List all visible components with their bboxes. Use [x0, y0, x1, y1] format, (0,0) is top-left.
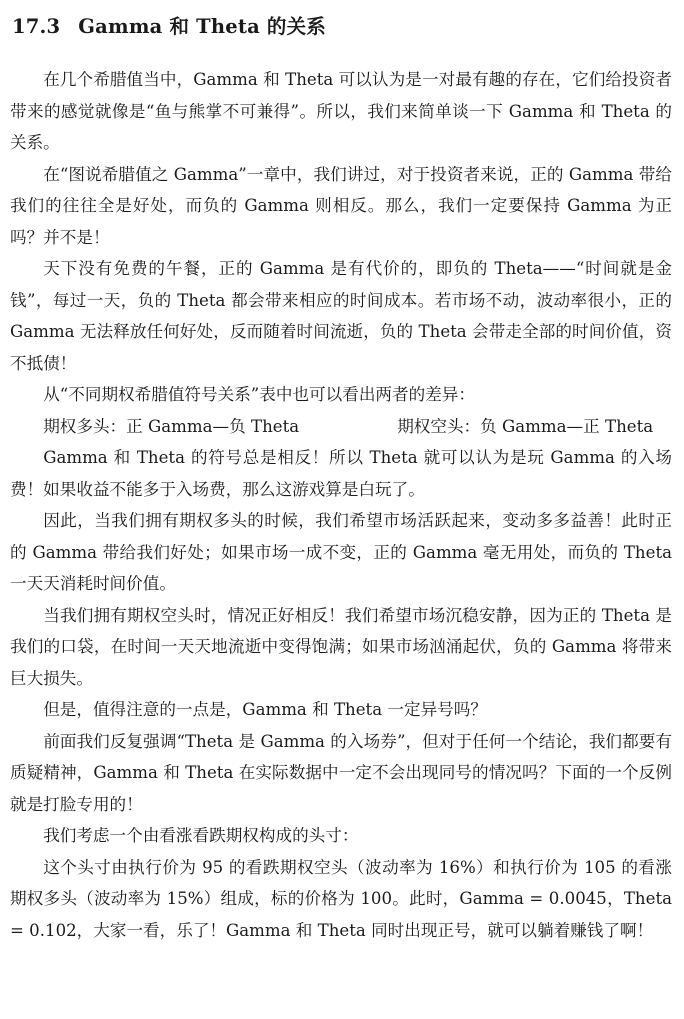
section-number: 17.3	[12, 15, 61, 38]
paragraph: 我们考虑一个由看涨看跌期权构成的头寸：	[43, 826, 359, 845]
section-heading	[12, 14, 326, 40]
long-position-signs: 期权多头：正 Gamma—负 Theta	[43, 416, 300, 436]
paragraph: 从“不同期权希腊值符号关系”表中也可以看出两者的差异：	[43, 385, 475, 404]
body-text	[10, 64, 672, 946]
paragraph: 在几个希腊值当中，Gamma 和 Theta 可以认为是一对最有趣的存在，它们给投资者带来的感觉就像是“鱼与熊掌不可兼得”。所以，我们来简单谈一下 Gamma 和 Theta 的关系。	[10, 70, 672, 152]
paragraph: 天下没有免费的午餐，正的 Gamma 是有代价的，即负的 Theta——“时间就是金钱”，每过一天，负的 Theta 都会带来相应的时间成本。若市场不动，波动率很小，正的 Gamma 无法释放任何好处，反而随着时间流逝，负的 Theta 会带走全部的时间价值，资不抵债！	[10, 259, 672, 373]
paragraph: 这个头寸由执行价为 95 的看跌期权空头（波动率为 16%）和执行价为 105 的看涨期权多头（波动率为 15%）组成，标的价格为 100。此时，Gamma = 0.0045，Theta = 0.102，大家一看，乐了！Gamma 和 Theta 同时出现正号，就可以躺着赚钱了啊！	[10, 857, 672, 940]
paragraph: 因此，当我们拥有期权多头的时候，我们希望市场活跃起来，变动多多益善！此时正的 Gamma 带给我们好处；如果市场一成不变，正的 Gamma 毫无用处，而负的 Theta 一天天消耗时间价值。	[10, 511, 672, 593]
comparison-line	[10, 411, 672, 443]
paragraph: 在“图说希腊值之 Gamma”一章中，我们讲过，对于投资者来说，正的 Gamma 带给我们的往往全是好处，而负的 Gamma 则相反。那么，我们一定要保持 Gamma 为正吗？并不是！	[10, 164, 672, 247]
paragraph: 当我们拥有期权空头时，情况正好相反！我们希望市场沉稳安静，因为正的 Theta 是我们的口袋，在时间一天天地流逝中变得饱满；如果市场汹涌起伏，负的 Gamma 将带来巨大损失。	[10, 605, 672, 688]
paragraph: 前面我们反复强调“Theta 是 Gamma 的入场券”，但对于任何一个结论，我们都要有质疑精神，Gamma 和 Theta 在实际数据中一定不会出现同号的情况吗？下面的一个反例就是打脸专用的！	[10, 731, 672, 814]
paragraph: Gamma 和 Theta 的符号总是相反！所以 Theta 就可以认为是玩 Gamma 的入场费！如果收益不能多于入场费，那么这游戏算是白玩了。	[10, 448, 672, 499]
section-title: Gamma 和 Theta 的关系	[78, 15, 326, 38]
short-position-signs: 期权空头：负 Gamma—正 Theta	[397, 416, 654, 436]
paragraph: 但是，值得注意的一点是，Gamma 和 Theta 一定异号吗？	[43, 700, 487, 719]
